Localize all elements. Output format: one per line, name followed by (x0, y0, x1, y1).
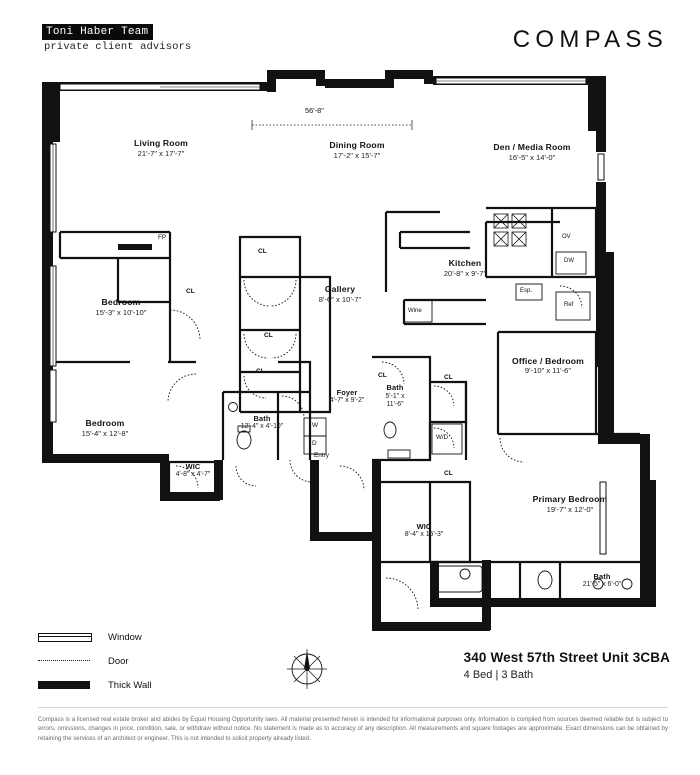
room-bedroom-2 (50, 418, 160, 438)
wine-label: Wine (408, 308, 422, 314)
legend-label: Thick Wall (108, 679, 152, 691)
room-dims: 15'-3" x 10'-10" (95, 307, 147, 317)
overall-dimension-label: 56'-8" (305, 106, 324, 115)
room-name: Bedroom (85, 418, 125, 428)
washer-label: W (312, 422, 319, 429)
room-gallery (295, 284, 385, 304)
room-bath-1 (222, 414, 302, 432)
legend-item-door (38, 649, 228, 673)
thick-wall-swatch (38, 681, 94, 689)
room-name: Bedroom (101, 297, 141, 307)
room-bedroom-1 (66, 297, 176, 317)
room-dims: 21'-5" x 6'-0" (582, 581, 622, 589)
team-subtitle: private client advisors (44, 41, 192, 53)
room-dims: 19'-7" x 12'-0" (546, 504, 594, 514)
room-primary-bedroom (500, 494, 640, 514)
team-name-badge: Toni Haber Team (42, 24, 153, 40)
room-dims: 8'-4" x 15'-3" (404, 531, 444, 539)
closet-label: CL (264, 332, 273, 339)
divider (38, 707, 668, 708)
oven-label: OV (562, 234, 571, 240)
room-dims: 4'-7" x 9'-2" (329, 397, 365, 405)
room-name: Bath (386, 383, 404, 392)
room-wic-large (384, 522, 464, 540)
closet-label: CL (258, 248, 267, 255)
room-name: WIC (185, 462, 201, 471)
closet-label: CL (444, 470, 453, 477)
room-dims: 15'-4" x 12'-8" (81, 428, 129, 438)
room-name: Bath (253, 414, 271, 423)
closet-label: CL (186, 288, 195, 295)
room-dims: 12'-4" x 4'-10" (240, 423, 284, 431)
closet-label: CL (378, 372, 387, 379)
compass-rose-icon (283, 645, 331, 693)
entry-label: Entry (314, 452, 329, 459)
washer-dryer-label: W/D (436, 434, 449, 441)
dryer-label: D (312, 440, 317, 447)
room-name: Bath (593, 572, 611, 581)
room-name: Den / Media Room (493, 142, 571, 152)
legend (38, 625, 228, 697)
room-name: Living Room (134, 138, 188, 148)
room-name: Dining Room (329, 140, 385, 150)
room-name: Primary Bedroom (532, 494, 608, 504)
legend-label: Door (108, 655, 129, 667)
legend-item-thick-wall (38, 673, 228, 697)
room-dims: 9'-10" x 11'-6" (524, 366, 572, 376)
room-den-media-room (462, 142, 602, 162)
room-name: Kitchen (448, 258, 482, 268)
door-swatch (38, 660, 94, 662)
room-bath-primary (556, 572, 648, 590)
room-dims: 8'-6" x 10'-7" (318, 294, 362, 304)
room-name: WIC (416, 522, 432, 531)
refrigerator-label: Ref (564, 302, 574, 308)
legend-label: Window (108, 631, 142, 643)
room-kitchen (410, 258, 520, 278)
window-swatch (38, 633, 94, 642)
disclaimer-text: Compass is a licensed real estate broker and abides by Equal Housing Opportunity laws. All material presented herein is intended for informational purposes only. Information is compiled from sources deemed reliable but is subject to errors, omissions, changes in price, condition, sale, or withdraw without notice. No statement is made as to accuracy of any description. All measurements and square footages are approximate. Exact dimensions can be obtained by retaining the services of an architect or engineer. This is not intended to solicit property already listed. (38, 716, 668, 742)
room-dims: 21'-7" x 17'-7" (137, 148, 185, 158)
room-bath-2 (378, 384, 412, 409)
room-foyer (312, 388, 382, 406)
dishwasher-label: DW (564, 258, 574, 264)
room-dims: 4'-8" x 4'-7" (175, 471, 211, 479)
closet-label: CL (256, 368, 265, 375)
room-name: Gallery (324, 284, 356, 294)
room-name: Foyer (336, 388, 358, 397)
closet-label: CL (444, 374, 453, 381)
address-line: 340 West 57th Street Unit 3CBA (463, 650, 670, 665)
room-office-bedroom (500, 356, 596, 375)
address-block (464, 650, 670, 681)
room-dims: 17'-2" x 15'-7" (333, 150, 381, 160)
bed-bath-line: 4 Bed | 3 Bath (463, 669, 534, 681)
room-dims: 5'-1" x 11'-6" (385, 392, 405, 409)
compass-logo: COMPASS (512, 26, 668, 53)
espresso-label: Esp. (520, 288, 533, 294)
legend-item-window (38, 625, 228, 649)
floorplan-drawing (0, 62, 700, 642)
room-dining-room (292, 140, 422, 160)
room-name: Office / Bedroom (512, 356, 584, 366)
fireplace-label: FP (158, 234, 167, 241)
room-wic-small (158, 462, 228, 480)
room-dims: 20'-8" x 9'-7" (443, 268, 487, 278)
room-living-room (96, 138, 226, 158)
room-dims: 16'-5" x 14'-0" (508, 152, 556, 162)
